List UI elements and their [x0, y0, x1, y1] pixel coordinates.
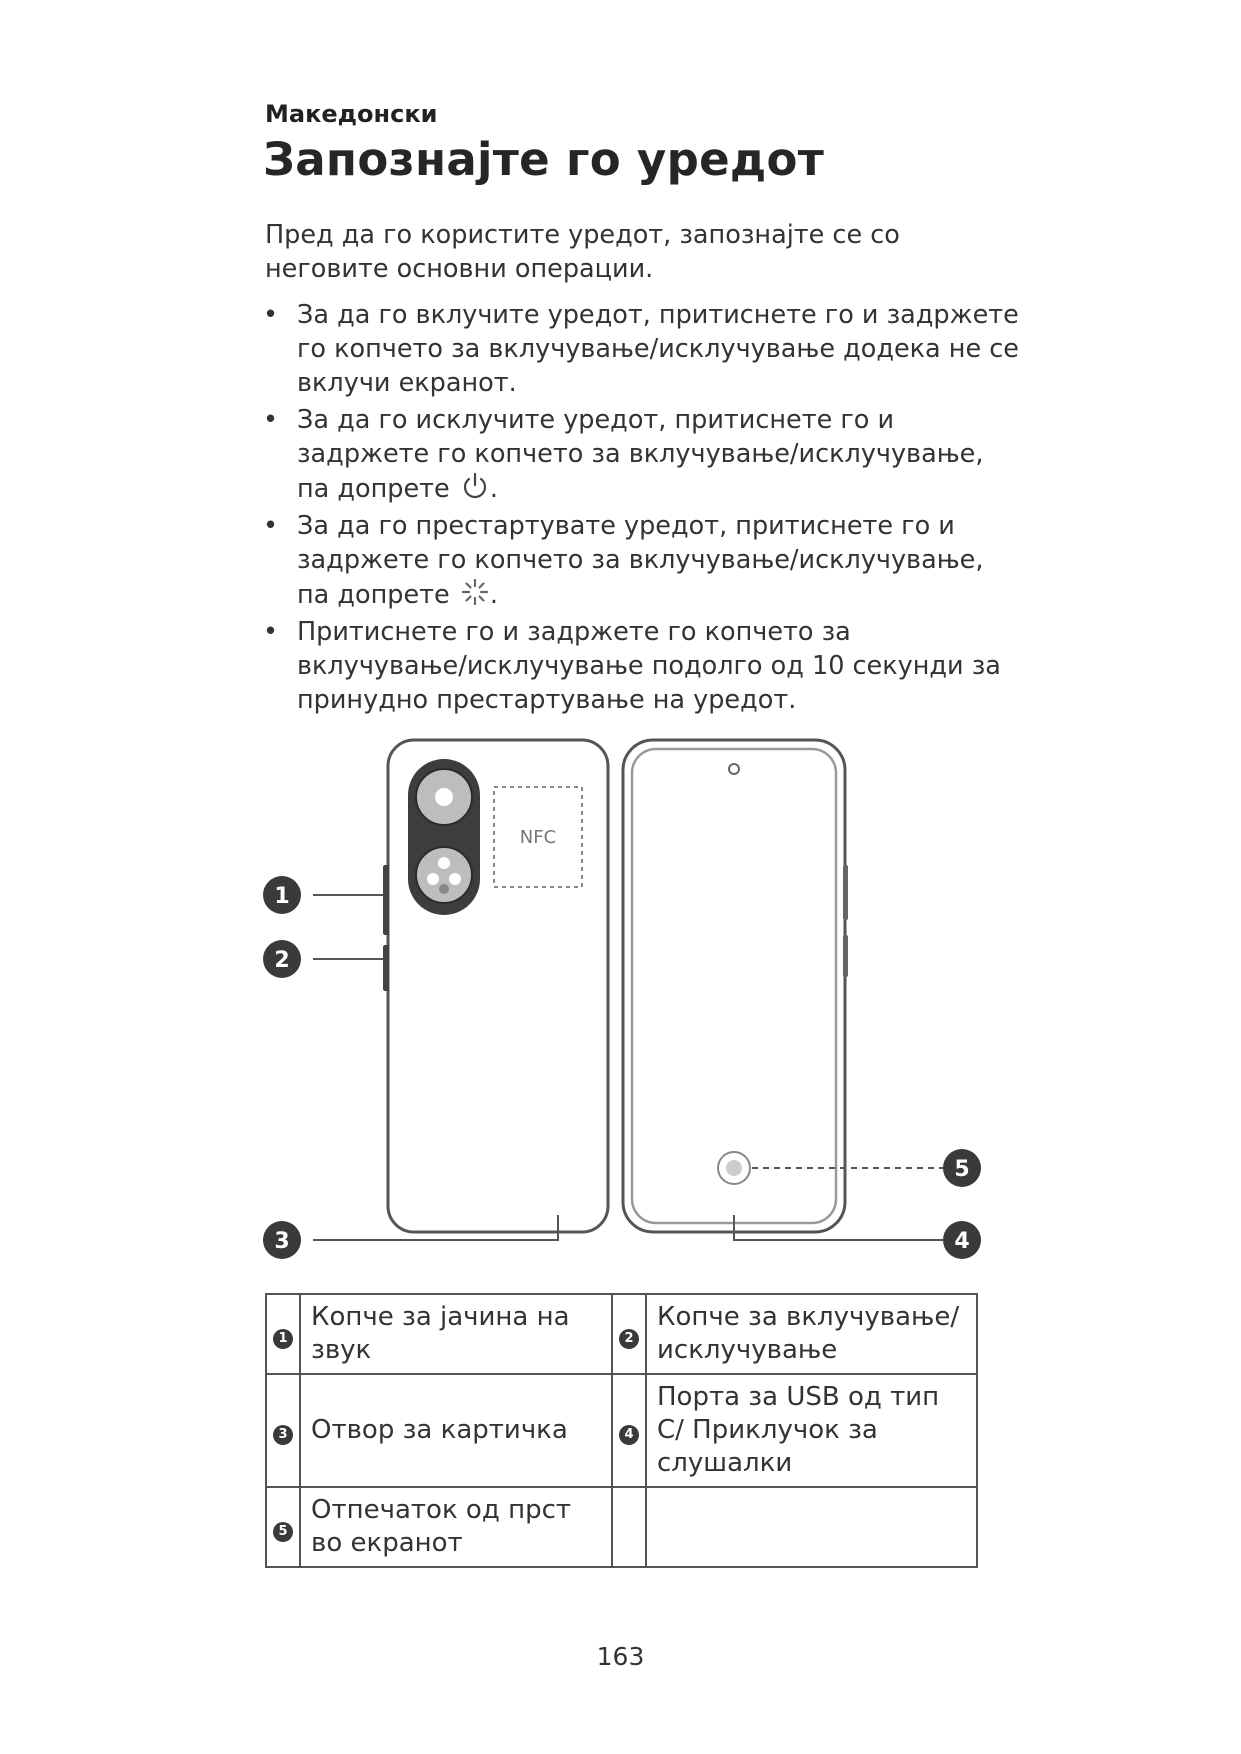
instruction-list — [263, 298, 1023, 720]
callout-2 — [263, 940, 301, 978]
list-item-text: За да го вклучите уредот, притиснете го и задржете го копчето за вклучување/исклучување додека не се вклучи екранот. — [297, 300, 1019, 398]
power-button — [383, 945, 389, 991]
volume-button — [383, 865, 389, 935]
language-label: Македонски — [265, 100, 438, 128]
secondary-camera-icon — [416, 847, 472, 903]
legend-label-cell: Копче за јачина на звук — [300, 1294, 612, 1374]
callout-1 — [263, 876, 301, 914]
restart-icon — [460, 577, 490, 607]
legend-badge: 4 — [619, 1425, 639, 1445]
callout-3-label: 3 — [274, 1229, 290, 1254]
legend-number-cell — [612, 1487, 646, 1567]
legend-number-cell — [612, 1294, 646, 1374]
list-item — [263, 403, 1023, 506]
list-item-text: Притиснете го и задржете го копчето за вклучување/исклучување подолго од 10 секунди за принудно престартување на уредот. — [297, 617, 1001, 715]
power-icon — [460, 471, 490, 501]
legend-number-cell — [612, 1374, 646, 1487]
legend-label-cell: Отпечаток од прст во екранот — [300, 1487, 612, 1567]
legend-number-cell — [266, 1374, 300, 1487]
table-row — [266, 1374, 977, 1487]
legend-number-cell — [266, 1294, 300, 1374]
list-item-suffix: . — [489, 474, 498, 504]
table-row — [266, 1294, 977, 1374]
legend-badge: 2 — [619, 1329, 639, 1349]
bullet-dot: • — [263, 511, 279, 541]
nfc-label: NFC — [519, 827, 557, 848]
page-title: Запознајте го уредот — [263, 133, 825, 186]
legend-table — [265, 1293, 978, 1568]
list-item-text: За да го престартувате уредот, притиснете го и задржете го копчето за вклучување/исклучување, па допрете — [297, 511, 984, 610]
table-row — [266, 1487, 977, 1567]
callout-4-label: 4 — [954, 1229, 970, 1254]
legend-label-cell — [646, 1487, 977, 1567]
legend-label-cell: Порта за USB од тип C/ Приклучок за слушалки — [646, 1374, 977, 1487]
legend-badge: 3 — [273, 1425, 293, 1445]
callout-5 — [943, 1149, 981, 1187]
callout-1-label: 1 — [274, 884, 290, 909]
intro-paragraph: Пред да го користите уредот, запознајте се со неговите основни операции. — [265, 220, 900, 284]
front-camera-icon — [729, 764, 739, 774]
callout-4 — [943, 1221, 981, 1259]
bullet-dot: • — [263, 617, 279, 647]
list-item-suffix: . — [489, 580, 498, 610]
legend-badge: 5 — [273, 1522, 293, 1542]
list-item — [263, 298, 1023, 400]
callout-2-label: 2 — [274, 948, 290, 973]
bullet-dot: • — [263, 405, 279, 435]
legend-number-cell — [266, 1487, 300, 1567]
callout-3 — [263, 1221, 301, 1259]
device-diagram — [258, 735, 988, 1275]
legend-badge: 1 — [273, 1329, 293, 1349]
page-number: 163 — [596, 1642, 645, 1671]
list-item-text: За да го исклучите уредот, притиснете го и задржете го копчето за вклучување/исклучување, па допрете — [297, 405, 984, 504]
callout-5-label: 5 — [954, 1157, 970, 1182]
list-item — [263, 615, 1023, 717]
legend-label-cell: Копче за вклучување/ исклучување — [646, 1294, 977, 1374]
bullet-dot: • — [263, 300, 279, 330]
list-item — [263, 509, 1023, 612]
legend-label-cell: Отвор за картичка — [300, 1374, 612, 1487]
